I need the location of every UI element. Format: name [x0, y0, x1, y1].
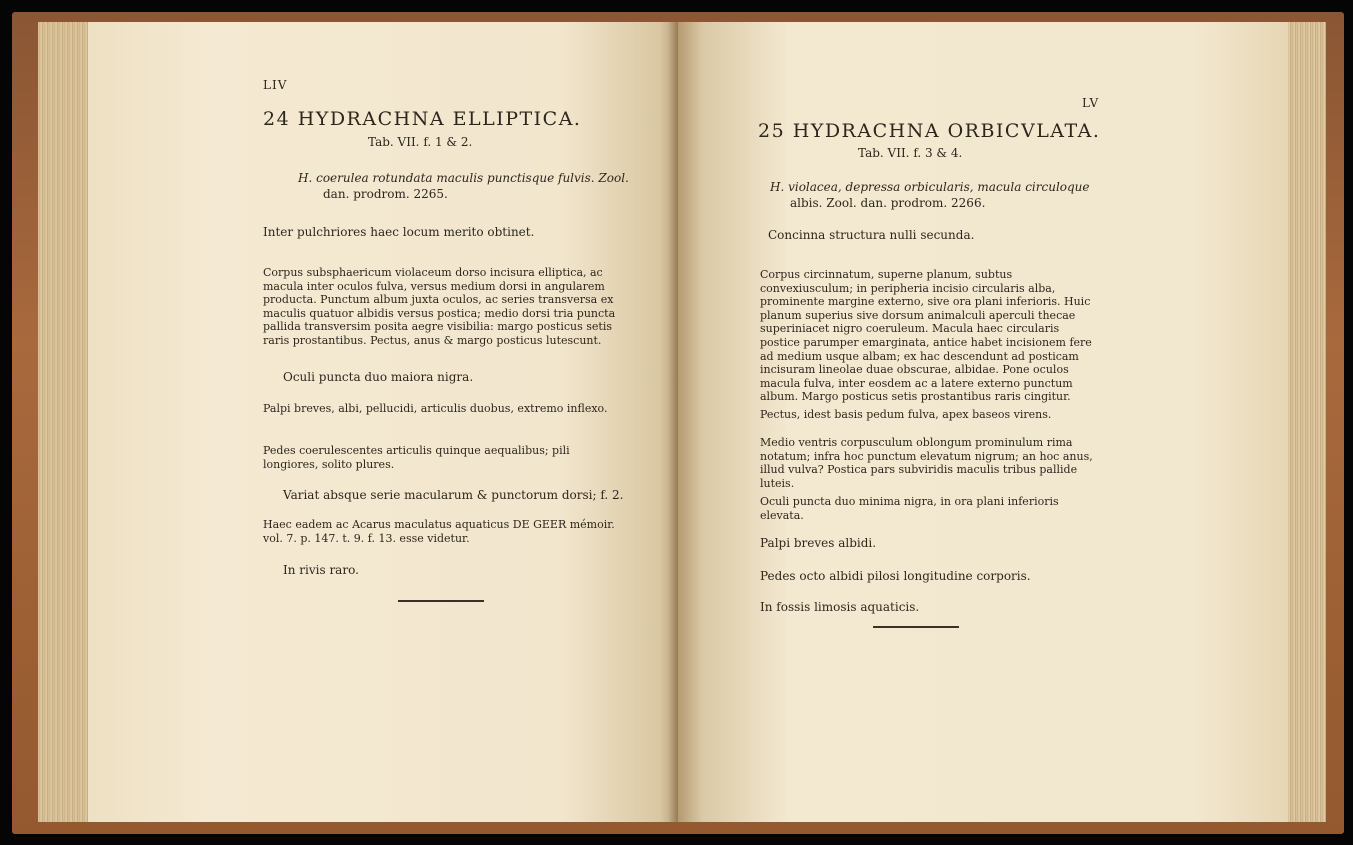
oculi-paragraph: Oculi puncta duo minima nigra, in ora plani inferioris elevata. [760, 495, 1059, 522]
end-ornament [398, 600, 484, 602]
variat-line: Variat absque serie macularum & punctorum dorsi; f. 2. [283, 488, 624, 502]
right-page [678, 22, 1288, 822]
corpus-paragraph: Corpus circinnatum, superne planum, subtus convexiusculum; in peripheria incisio circularis alba, prominente margine externo, sive ora plani inferioris. Huic planum superius sive dorsum animalculi aperculi thecae superiniacet nigro coeruleum. Macula haec circularis postice parumper emarginata, antice habet incisionem fere ad medium usque albam; ex hac descendunt ad posticam incisuram lineolae duae obscurae, albidae. Pone oculos macula fulva, inter eosdem ac a latere externo punctum album. Margo posticus setis prostantibus raris cingitur. [760, 268, 1092, 404]
end-ornament [873, 626, 959, 628]
diagnosis-line-1: H. coerulea rotundata maculis punctisque fulvis. Zool. [298, 171, 629, 185]
plate-reference: Tab. VII. f. 3 & 4. [858, 146, 963, 160]
habitat-line: In fossis limosis aquaticis. [760, 600, 920, 614]
ventris-paragraph: Medio ventris corpusculum oblongum prominulum rima notatum; infra hoc punctum elevatum nigrum; an hoc anus, illud vulva? Postica pars subviridis maculis tribus pallide luteis. [760, 436, 1093, 490]
corpus-paragraph: Corpus subsphaericum violaceum dorso incisura elliptica, ac macula inter oculos fulva, versus medium dorsi in angularem producta. Punctum album juxta oculos, ac series transversa ex maculis quatuor albidis versus postica; medio dorsi tria puncta pallida transversim posita aegre visibilia: margo posticus setis raris prostantibus. Pectus, anus & margo posticus lutescunt. [263, 266, 616, 347]
right-page-edges [1286, 22, 1326, 822]
diagnosis-line-2: albis. Zool. dan. prodrom. 2266. [790, 196, 986, 210]
species-title: 25 HYDRACHNA ORBICVLATA. [758, 120, 1101, 142]
diagnosis-line-1: H. violacea, depressa orbicularis, macula circuloque [770, 180, 1090, 194]
pedes-line: Pedes octo albidi pilosi longitudine corporis. [760, 569, 1031, 583]
pedes-paragraph: Pedes coerulescentes articulis quinque aequalibus; pili longiores, solito plures. [263, 444, 570, 471]
intro-sentence: Concinna structura nulli secunda. [768, 228, 975, 242]
pectus-paragraph: Pectus, idest basis pedum fulva, apex baseos virens. [760, 408, 1052, 421]
palpi-paragraph: Palpi breves, albi, pellucidi, articulis duobus, extremo inflexo. [263, 402, 608, 415]
reference-paragraph: Haec eadem ac Acarus maculatus aquaticus DE GEER mémoir. vol. 7. p. 147. t. 9. f. 13. esse videtur. [263, 518, 615, 545]
page-number: LIV [263, 78, 288, 92]
oculi-line: Oculi puncta duo maiora nigra. [283, 370, 474, 384]
page-number: LV [1082, 96, 1100, 110]
intro-sentence: Inter pulchriores haec locum merito obtinet. [263, 225, 535, 239]
left-page [88, 22, 678, 822]
diagnosis-line-2: dan. prodrom. 2265. [323, 187, 448, 201]
plate-reference: Tab. VII. f. 1 & 2. [368, 135, 473, 149]
habitat-line: In rivis raro. [283, 563, 359, 577]
species-title: 24 HYDRACHNA ELLIPTICA. [263, 108, 582, 130]
palpi-line: Palpi breves albidi. [760, 536, 877, 550]
left-page-edges [38, 22, 90, 822]
